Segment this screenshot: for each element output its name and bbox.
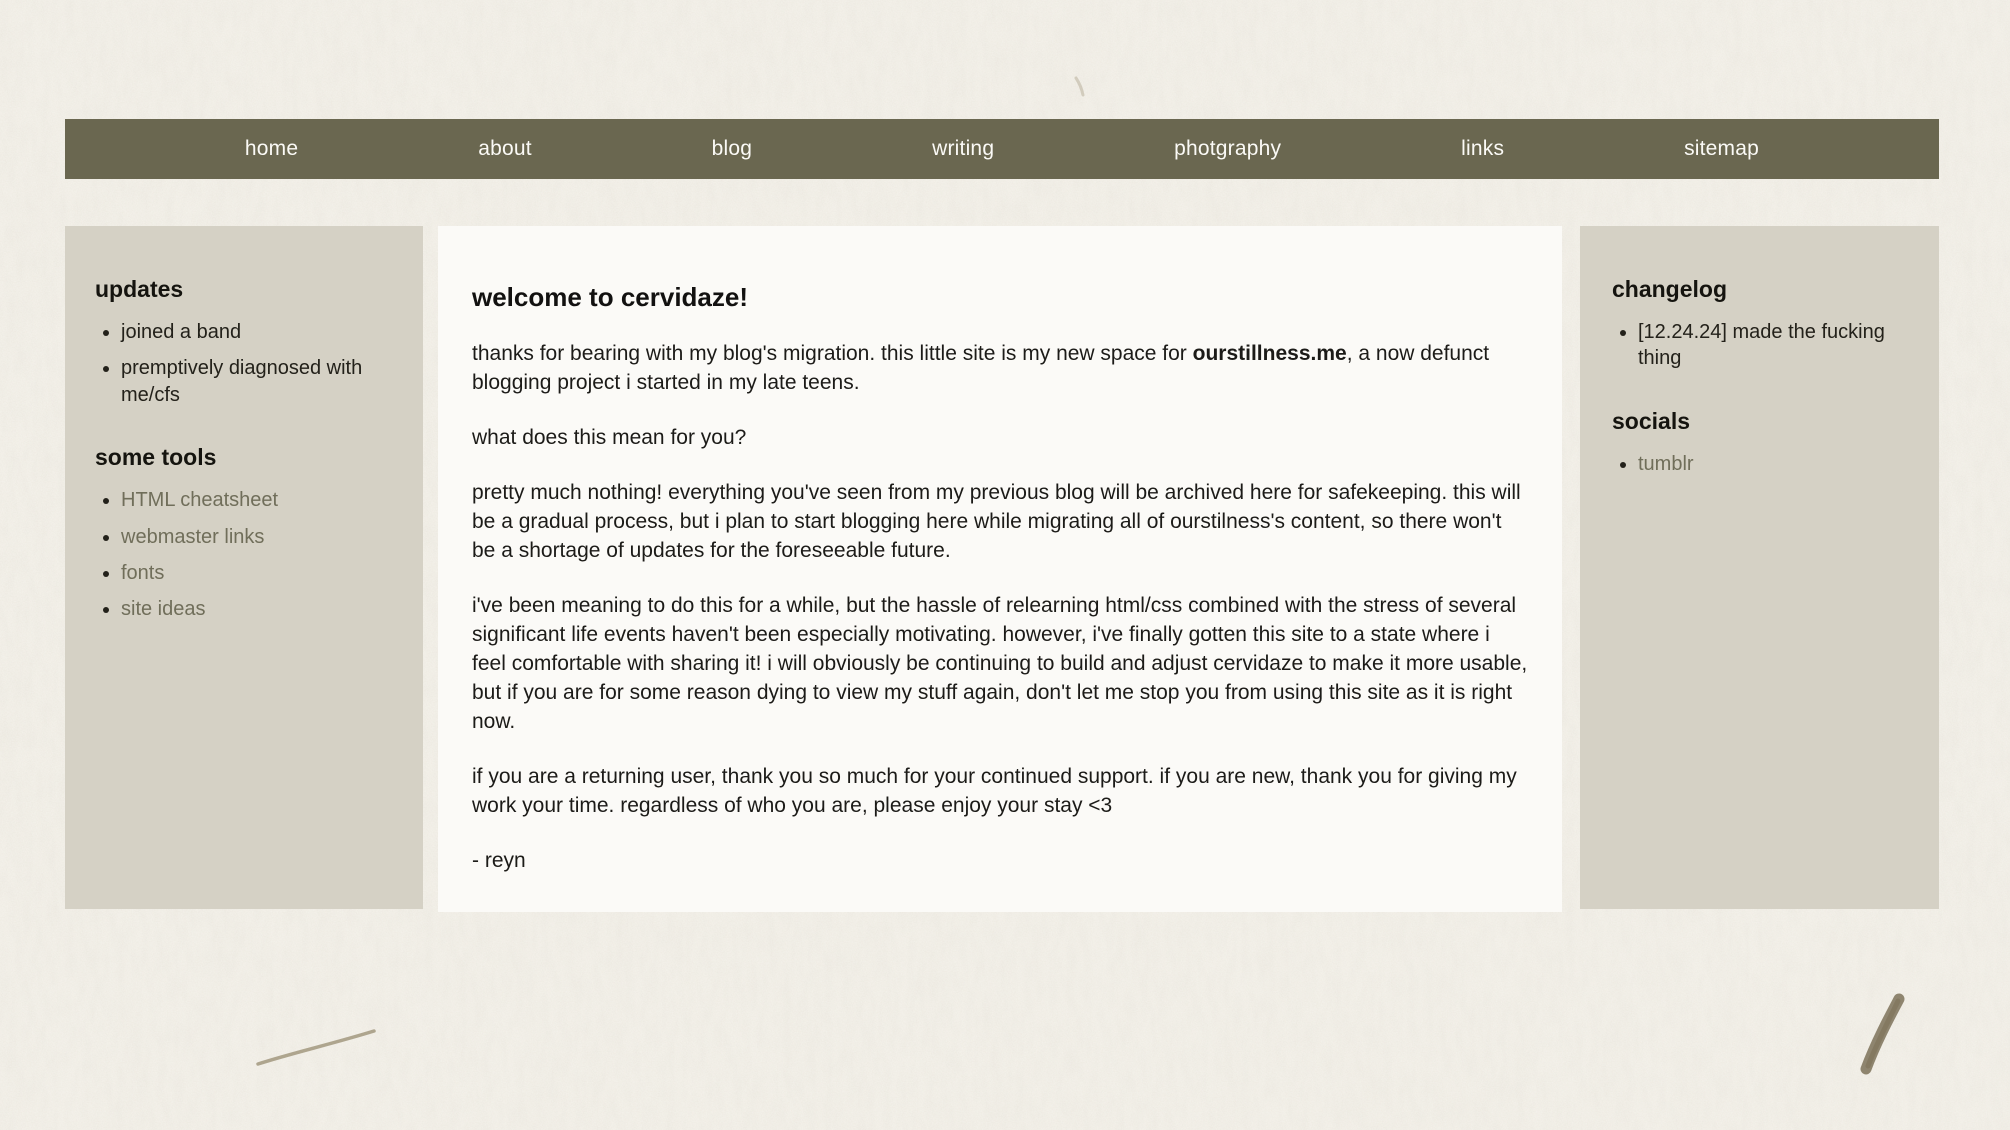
paragraph <box>472 762 1528 820</box>
list-item: • premptively diagnosed with me/cfs <box>121 355 397 408</box>
paragraph <box>472 339 1528 397</box>
paragraph <box>472 423 1528 452</box>
sidebar-right-heading-socials: socials <box>1612 407 1690 434</box>
list-item: • [12.24.24] made the fucking thing <box>1638 319 1913 372</box>
nav-item-photgraphy[interactable]: photgraphy <box>1174 137 1282 160</box>
text-segment: - reyn <box>472 849 526 872</box>
text-segment: i've been meaning to do this for a while, but the hassle of relearning html/css combined with the stress of several significant life events haven't been especially motivating. however, i've finally gotten this site to a state where i feel comfortable with sharing it! i will obviously be continuing to build and adjust cervidaze to make it more usable, but if you are for some reason dying to view my stuff again, don't let me stop you from using this site as it is right now. <box>472 594 1528 733</box>
main-content-panel <box>438 226 1562 912</box>
sidebar-left-heading-updates: updates <box>95 276 184 302</box>
sidebar-left <box>65 226 423 909</box>
list-item <box>121 596 397 622</box>
page-title: welcome to cervidaze! <box>472 282 748 312</box>
nav-item-about[interactable]: about <box>478 137 532 160</box>
text-segment: pretty much nothing! everything you've seen from my previous blog will be archived here for safekeeping. this will be a gradual process, but i plan to start blogging here while migrating all of ourstilness's content, so there won't be a shortage of updates for the foreseeable future. <box>472 481 1521 562</box>
sidebar-left-heading-some-tools: some tools <box>95 444 217 471</box>
paragraph <box>472 591 1528 736</box>
link-site-ideas[interactable]: site ideas <box>121 598 206 621</box>
list-item <box>121 560 397 586</box>
sidebar-left-list-1 <box>95 487 397 623</box>
link-fonts[interactable]: fonts <box>121 561 165 584</box>
text-segment: what does this mean for you? <box>472 426 747 449</box>
list-item: • joined a band <box>121 319 397 345</box>
main-paragraphs <box>472 339 1528 875</box>
sidebar-right-list-1 <box>1612 451 1913 477</box>
nav-item-links[interactable]: links <box>1461 137 1505 160</box>
text-segment: , a now defunct blogging project i started in my late teens. <box>472 342 1490 394</box>
nav-item-home[interactable]: home <box>244 137 299 160</box>
list-item <box>121 524 397 550</box>
link-webmaster-links[interactable]: webmaster links <box>121 525 265 548</box>
link-tumblr[interactable]: tumblr <box>1638 452 1694 475</box>
list-item <box>1638 451 1913 477</box>
nav-item-blog[interactable]: blog <box>711 137 753 160</box>
paragraph <box>472 846 1528 875</box>
sidebar-right-list-0 <box>1612 319 1913 372</box>
sidebar-right <box>1580 226 1939 909</box>
paragraph <box>472 478 1528 565</box>
nav-item-writing[interactable]: writing <box>932 137 995 160</box>
sidebar-right-heading-changelog: changelog <box>1612 276 1728 302</box>
link-html-cheatsheet[interactable]: HTML cheatsheet <box>121 489 279 512</box>
list-item <box>121 487 397 513</box>
sidebar-left-list-0 <box>95 319 397 408</box>
nav-item-sitemap[interactable]: sitemap <box>1684 137 1760 160</box>
main-nav <box>65 119 1939 179</box>
text-segment: thanks for bearing with my blog's migration. this little site is my new space for <box>472 342 1193 365</box>
text-segment: if you are a returning user, thank you so much for your continued support. if you are new, thank you for giving my work your time. regardless of who you are, please enjoy your stay <3 <box>472 765 1517 817</box>
bold-text: ourstillness.me <box>1192 342 1347 365</box>
